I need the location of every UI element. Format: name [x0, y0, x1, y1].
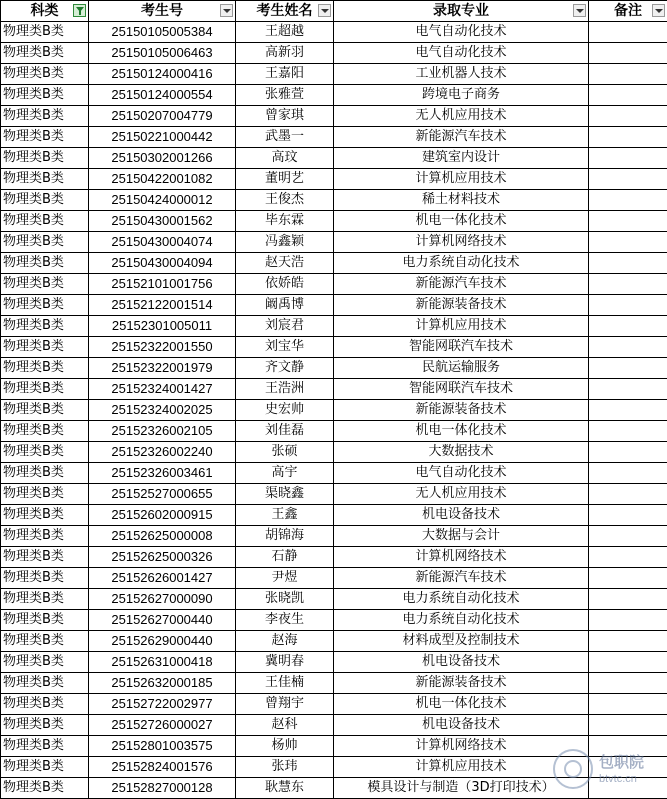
table-row — [1, 316, 667, 337]
cell-name[interactable]: 杨帅 — [236, 736, 334, 757]
cell-major[interactable]: 电力系统自动化技术 — [334, 253, 589, 274]
header-name-label: 考生姓名 — [257, 1, 313, 21]
cell-remark[interactable] — [589, 526, 667, 547]
cell-category[interactable]: 物理类B类 — [1, 274, 89, 295]
table-row — [1, 274, 667, 295]
cell-exam-id[interactable]: 25152626001427 — [89, 568, 236, 589]
cell-major[interactable]: 新能源汽车技术 — [334, 568, 589, 589]
cell-remark[interactable] — [589, 694, 667, 715]
cell-major[interactable]: 材料成型及控制技术 — [334, 631, 589, 652]
cell-category[interactable]: 物理类B类 — [1, 526, 89, 547]
cell-category[interactable]: 物理类B类 — [1, 652, 89, 673]
cell-major[interactable]: 新能源装备技术 — [334, 400, 589, 421]
cell-exam-id[interactable]: 25152722002977 — [89, 694, 236, 715]
cell-name[interactable]: 曾家琪 — [236, 106, 334, 127]
cell-name[interactable]: 胡锦海 — [236, 526, 334, 547]
table-row — [1, 694, 667, 715]
cell-name[interactable]: 高宇 — [236, 463, 334, 484]
table-row — [1, 589, 667, 610]
cell-name[interactable]: 王超越 — [236, 22, 334, 43]
header-name — [236, 1, 334, 22]
cell-major[interactable]: 无人机应用技术 — [334, 484, 589, 505]
cell-major[interactable]: 计算机应用技术 — [334, 757, 589, 778]
cell-exam-id[interactable]: 25150124000554 — [89, 85, 236, 106]
cell-category[interactable]: 物理类B类 — [1, 316, 89, 337]
cell-remark[interactable] — [589, 253, 667, 274]
table-row — [1, 22, 667, 43]
table-row — [1, 106, 667, 127]
cell-category[interactable]: 物理类B类 — [1, 694, 89, 715]
cell-exam-id[interactable]: 25152625000008 — [89, 526, 236, 547]
table-row — [1, 442, 667, 463]
cell-remark[interactable] — [589, 232, 667, 253]
cell-exam-id[interactable]: 25150422001082 — [89, 169, 236, 190]
header-exam-id-label: 考生号 — [141, 1, 183, 21]
cell-name[interactable]: 冀明春 — [236, 652, 334, 673]
header-category — [1, 1, 89, 22]
cell-category[interactable]: 物理类B类 — [1, 358, 89, 379]
cell-exam-id[interactable]: 25152631000418 — [89, 652, 236, 673]
cell-category[interactable]: 物理类B类 — [1, 295, 89, 316]
cell-exam-id[interactable]: 25152625000326 — [89, 547, 236, 568]
cell-category[interactable]: 物理类B类 — [1, 631, 89, 652]
cell-name[interactable]: 史宏帅 — [236, 400, 334, 421]
cell-category[interactable]: 物理类B类 — [1, 85, 89, 106]
cell-remark[interactable] — [589, 337, 667, 358]
cell-major[interactable]: 模具设计与制造（3D打印技术） — [334, 778, 589, 799]
cell-remark[interactable] — [589, 610, 667, 631]
cell-name[interactable]: 刘宸君 — [236, 316, 334, 337]
cell-major[interactable]: 机电一体化技术 — [334, 421, 589, 442]
cell-exam-id[interactable]: 25152322001550 — [89, 337, 236, 358]
chevron-down-icon[interactable] — [652, 4, 665, 17]
cell-name[interactable]: 武墨一 — [236, 127, 334, 148]
cell-remark[interactable] — [589, 568, 667, 589]
cell-remark[interactable] — [589, 127, 667, 148]
cell-exam-id[interactable]: 25152101001756 — [89, 274, 236, 295]
header-remark-label: 备注 — [614, 1, 642, 21]
cell-exam-id[interactable]: 25152527000655 — [89, 484, 236, 505]
table-row — [1, 568, 667, 589]
cell-category[interactable]: 物理类B类 — [1, 568, 89, 589]
table-row — [1, 379, 667, 400]
table-row — [1, 253, 667, 274]
cell-name[interactable]: 曾翔宇 — [236, 694, 334, 715]
cell-name[interactable]: 王俊杰 — [236, 190, 334, 211]
table-row — [1, 337, 667, 358]
table-row — [1, 421, 667, 442]
cell-exam-id[interactable]: 25152827000128 — [89, 778, 236, 799]
cell-category[interactable]: 物理类B类 — [1, 673, 89, 694]
table-row — [1, 463, 667, 484]
cell-remark[interactable] — [589, 400, 667, 421]
cell-exam-id[interactable]: 25150105006463 — [89, 43, 236, 64]
cell-exam-id[interactable]: 25152324001427 — [89, 379, 236, 400]
cell-name[interactable]: 高玟 — [236, 148, 334, 169]
cell-exam-id[interactable]: 25152627000090 — [89, 589, 236, 610]
cell-remark[interactable] — [589, 631, 667, 652]
cell-exam-id[interactable]: 25150430001562 — [89, 211, 236, 232]
table-row — [1, 631, 667, 652]
cell-major[interactable]: 计算机网络技术 — [334, 232, 589, 253]
table-row — [1, 484, 667, 505]
cell-remark[interactable] — [589, 106, 667, 127]
header-major — [334, 1, 589, 22]
cell-major[interactable]: 新能源装备技术 — [334, 295, 589, 316]
cell-category[interactable]: 物理类B类 — [1, 463, 89, 484]
cell-category[interactable]: 物理类B类 — [1, 757, 89, 778]
cell-exam-id[interactable]: 25152801003575 — [89, 736, 236, 757]
cell-major[interactable]: 民航运输服务 — [334, 358, 589, 379]
cell-exam-id[interactable]: 25150430004094 — [89, 253, 236, 274]
cell-name[interactable]: 赵科 — [236, 715, 334, 736]
cell-remark[interactable] — [589, 442, 667, 463]
cell-remark[interactable] — [589, 295, 667, 316]
cell-major[interactable]: 跨境电子商务 — [334, 85, 589, 106]
cell-major[interactable]: 机电设备技术 — [334, 715, 589, 736]
cell-name[interactable]: 耿慧东 — [236, 778, 334, 799]
cell-remark[interactable] — [589, 673, 667, 694]
header-major-label: 录取专业 — [433, 1, 489, 21]
cell-major[interactable]: 大数据与会计 — [334, 526, 589, 547]
cell-name[interactable]: 张晓凯 — [236, 589, 334, 610]
cell-remark[interactable] — [589, 589, 667, 610]
cell-exam-id[interactable]: 25152632000185 — [89, 673, 236, 694]
cell-name[interactable]: 张雅萱 — [236, 85, 334, 106]
cell-remark[interactable] — [589, 358, 667, 379]
cell-category[interactable]: 物理类B类 — [1, 22, 89, 43]
cell-category[interactable]: 物理类B类 — [1, 211, 89, 232]
cell-major[interactable]: 机电设备技术 — [334, 652, 589, 673]
cell-name[interactable]: 张硕 — [236, 442, 334, 463]
cell-name[interactable]: 董明艺 — [236, 169, 334, 190]
cell-remark[interactable] — [589, 22, 667, 43]
table-row — [1, 127, 667, 148]
header-category-label: 科类 — [31, 1, 59, 21]
cell-exam-id[interactable]: 25150302001266 — [89, 148, 236, 169]
table-row — [1, 169, 667, 190]
cell-exam-id[interactable]: 25152726000027 — [89, 715, 236, 736]
cell-exam-id[interactable]: 25150207004779 — [89, 106, 236, 127]
table-row — [1, 148, 667, 169]
cell-category[interactable]: 物理类B类 — [1, 547, 89, 568]
cell-major[interactable]: 新能源汽车技术 — [334, 274, 589, 295]
cell-exam-id[interactable]: 25150424000012 — [89, 190, 236, 211]
table-row — [1, 505, 667, 526]
cell-exam-id[interactable]: 25150221000442 — [89, 127, 236, 148]
cell-name[interactable]: 冯鑫颖 — [236, 232, 334, 253]
cell-name[interactable]: 张玮 — [236, 757, 334, 778]
cell-category[interactable]: 物理类B类 — [1, 169, 89, 190]
cell-category[interactable]: 物理类B类 — [1, 505, 89, 526]
cell-major[interactable]: 计算机应用技术 — [334, 316, 589, 337]
cell-exam-id[interactable]: 25152301005011 — [89, 316, 236, 337]
cell-category[interactable]: 物理类B类 — [1, 190, 89, 211]
cell-category[interactable]: 物理类B类 — [1, 715, 89, 736]
cell-exam-id[interactable]: 25150105005384 — [89, 22, 236, 43]
cell-category[interactable]: 物理类B类 — [1, 778, 89, 799]
cell-name[interactable]: 石静 — [236, 547, 334, 568]
cell-category[interactable]: 物理类B类 — [1, 43, 89, 64]
cell-exam-id[interactable]: 25152627000440 — [89, 610, 236, 631]
cell-major[interactable]: 计算机网络技术 — [334, 736, 589, 757]
watermark — [553, 749, 661, 793]
cell-major[interactable]: 电力系统自动化技术 — [334, 610, 589, 631]
cell-exam-id[interactable]: 25152824001576 — [89, 757, 236, 778]
cell-category[interactable]: 物理类B类 — [1, 442, 89, 463]
header-remark — [589, 1, 667, 22]
cell-category[interactable]: 物理类B类 — [1, 736, 89, 757]
cell-name[interactable]: 阚禹博 — [236, 295, 334, 316]
cell-name[interactable]: 毕东霖 — [236, 211, 334, 232]
cell-remark[interactable] — [589, 316, 667, 337]
cell-category[interactable]: 物理类B类 — [1, 484, 89, 505]
cell-category[interactable]: 物理类B类 — [1, 610, 89, 631]
cell-category[interactable]: 物理类B类 — [1, 253, 89, 274]
cell-name[interactable]: 王佳楠 — [236, 673, 334, 694]
cell-major[interactable]: 计算机网络技术 — [334, 547, 589, 568]
cell-name[interactable]: 赵海 — [236, 631, 334, 652]
cell-major[interactable]: 建筑室内设计 — [334, 148, 589, 169]
cell-major[interactable]: 电气自动化技术 — [334, 22, 589, 43]
cell-name[interactable]: 王鑫 — [236, 505, 334, 526]
table-row — [1, 715, 667, 736]
header-exam-id — [89, 1, 236, 22]
watermark-url: btvtc.cn — [599, 773, 637, 785]
chevron-down-icon[interactable] — [220, 4, 233, 17]
funnel-filter-icon[interactable] — [73, 4, 86, 17]
cell-exam-id[interactable]: 25150124000416 — [89, 64, 236, 85]
cell-remark[interactable] — [589, 211, 667, 232]
table-row — [1, 232, 667, 253]
cell-name[interactable]: 渠晓鑫 — [236, 484, 334, 505]
cell-major[interactable]: 智能网联汽车技术 — [334, 337, 589, 358]
cell-major[interactable]: 大数据技术 — [334, 442, 589, 463]
cell-exam-id[interactable]: 25150430004074 — [89, 232, 236, 253]
cell-exam-id[interactable]: 25152324002025 — [89, 400, 236, 421]
table-row — [1, 673, 667, 694]
cell-remark[interactable] — [589, 463, 667, 484]
cell-exam-id[interactable]: 25152602000915 — [89, 505, 236, 526]
cell-remark[interactable] — [589, 169, 667, 190]
cell-name[interactable]: 高新羽 — [236, 43, 334, 64]
cell-exam-id[interactable]: 25152326002105 — [89, 421, 236, 442]
header-row — [1, 1, 667, 22]
table-row — [1, 211, 667, 232]
cell-name[interactable]: 刘佳磊 — [236, 421, 334, 442]
cell-remark[interactable] — [589, 64, 667, 85]
cell-major[interactable]: 电气自动化技术 — [334, 43, 589, 64]
cell-remark[interactable] — [589, 547, 667, 568]
table-row — [1, 43, 667, 64]
cell-name[interactable]: 王浩洲 — [236, 379, 334, 400]
table-row — [1, 400, 667, 421]
cell-major[interactable]: 稀土材料技术 — [334, 190, 589, 211]
cell-category[interactable]: 物理类B类 — [1, 421, 89, 442]
cell-major[interactable]: 无人机应用技术 — [334, 106, 589, 127]
cell-major[interactable]: 机电一体化技术 — [334, 211, 589, 232]
cell-remark[interactable] — [589, 85, 667, 106]
table-row — [1, 526, 667, 547]
cell-remark[interactable] — [589, 148, 667, 169]
cell-name[interactable]: 齐文静 — [236, 358, 334, 379]
cell-exam-id[interactable]: 25152326003461 — [89, 463, 236, 484]
cell-name[interactable]: 王嘉阳 — [236, 64, 334, 85]
cell-major[interactable]: 智能网联汽车技术 — [334, 379, 589, 400]
chevron-down-icon[interactable] — [318, 4, 331, 17]
cell-remark[interactable] — [589, 190, 667, 211]
cell-remark[interactable] — [589, 715, 667, 736]
chevron-down-icon[interactable] — [573, 4, 586, 17]
cell-category[interactable]: 物理类B类 — [1, 148, 89, 169]
cell-name[interactable]: 李夜生 — [236, 610, 334, 631]
cell-remark[interactable] — [589, 274, 667, 295]
cell-major[interactable]: 电力系统自动化技术 — [334, 589, 589, 610]
table-row — [1, 547, 667, 568]
cell-remark[interactable] — [589, 652, 667, 673]
cell-major[interactable]: 电气自动化技术 — [334, 463, 589, 484]
table-row — [1, 358, 667, 379]
cell-major[interactable]: 机电设备技术 — [334, 505, 589, 526]
cell-name[interactable]: 尹煜 — [236, 568, 334, 589]
watermark-title: 包职院 — [599, 751, 644, 772]
cell-major[interactable]: 计算机应用技术 — [334, 169, 589, 190]
cell-name[interactable]: 依娇皓 — [236, 274, 334, 295]
cell-major[interactable]: 新能源汽车技术 — [334, 127, 589, 148]
table-row — [1, 652, 667, 673]
cell-remark[interactable] — [589, 505, 667, 526]
table-row — [1, 85, 667, 106]
cell-remark[interactable] — [589, 43, 667, 64]
cell-major[interactable]: 新能源装备技术 — [334, 673, 589, 694]
cell-exam-id[interactable]: 25152322001979 — [89, 358, 236, 379]
table-row — [1, 190, 667, 211]
cell-category[interactable]: 物理类B类 — [1, 400, 89, 421]
cell-exam-id[interactable]: 25152122001514 — [89, 295, 236, 316]
cell-remark[interactable] — [589, 421, 667, 442]
table-row — [1, 295, 667, 316]
cell-name[interactable]: 赵天浩 — [236, 253, 334, 274]
cell-category[interactable]: 物理类B类 — [1, 589, 89, 610]
cell-major[interactable]: 工业机器人技术 — [334, 64, 589, 85]
cell-category[interactable]: 物理类B类 — [1, 64, 89, 85]
table-row — [1, 610, 667, 631]
cell-exam-id[interactable]: 25152629000440 — [89, 631, 236, 652]
cell-remark[interactable] — [589, 484, 667, 505]
cell-category[interactable]: 物理类B类 — [1, 127, 89, 148]
cell-category[interactable]: 物理类B类 — [1, 379, 89, 400]
school-seal-icon — [553, 749, 593, 789]
cell-major[interactable]: 机电一体化技术 — [334, 694, 589, 715]
cell-remark[interactable] — [589, 379, 667, 400]
cell-name[interactable]: 刘宝华 — [236, 337, 334, 358]
cell-exam-id[interactable]: 25152326002240 — [89, 442, 236, 463]
table-row — [1, 64, 667, 85]
cell-category[interactable]: 物理类B类 — [1, 106, 89, 127]
cell-category[interactable]: 物理类B类 — [1, 232, 89, 253]
cell-category[interactable]: 物理类B类 — [1, 337, 89, 358]
